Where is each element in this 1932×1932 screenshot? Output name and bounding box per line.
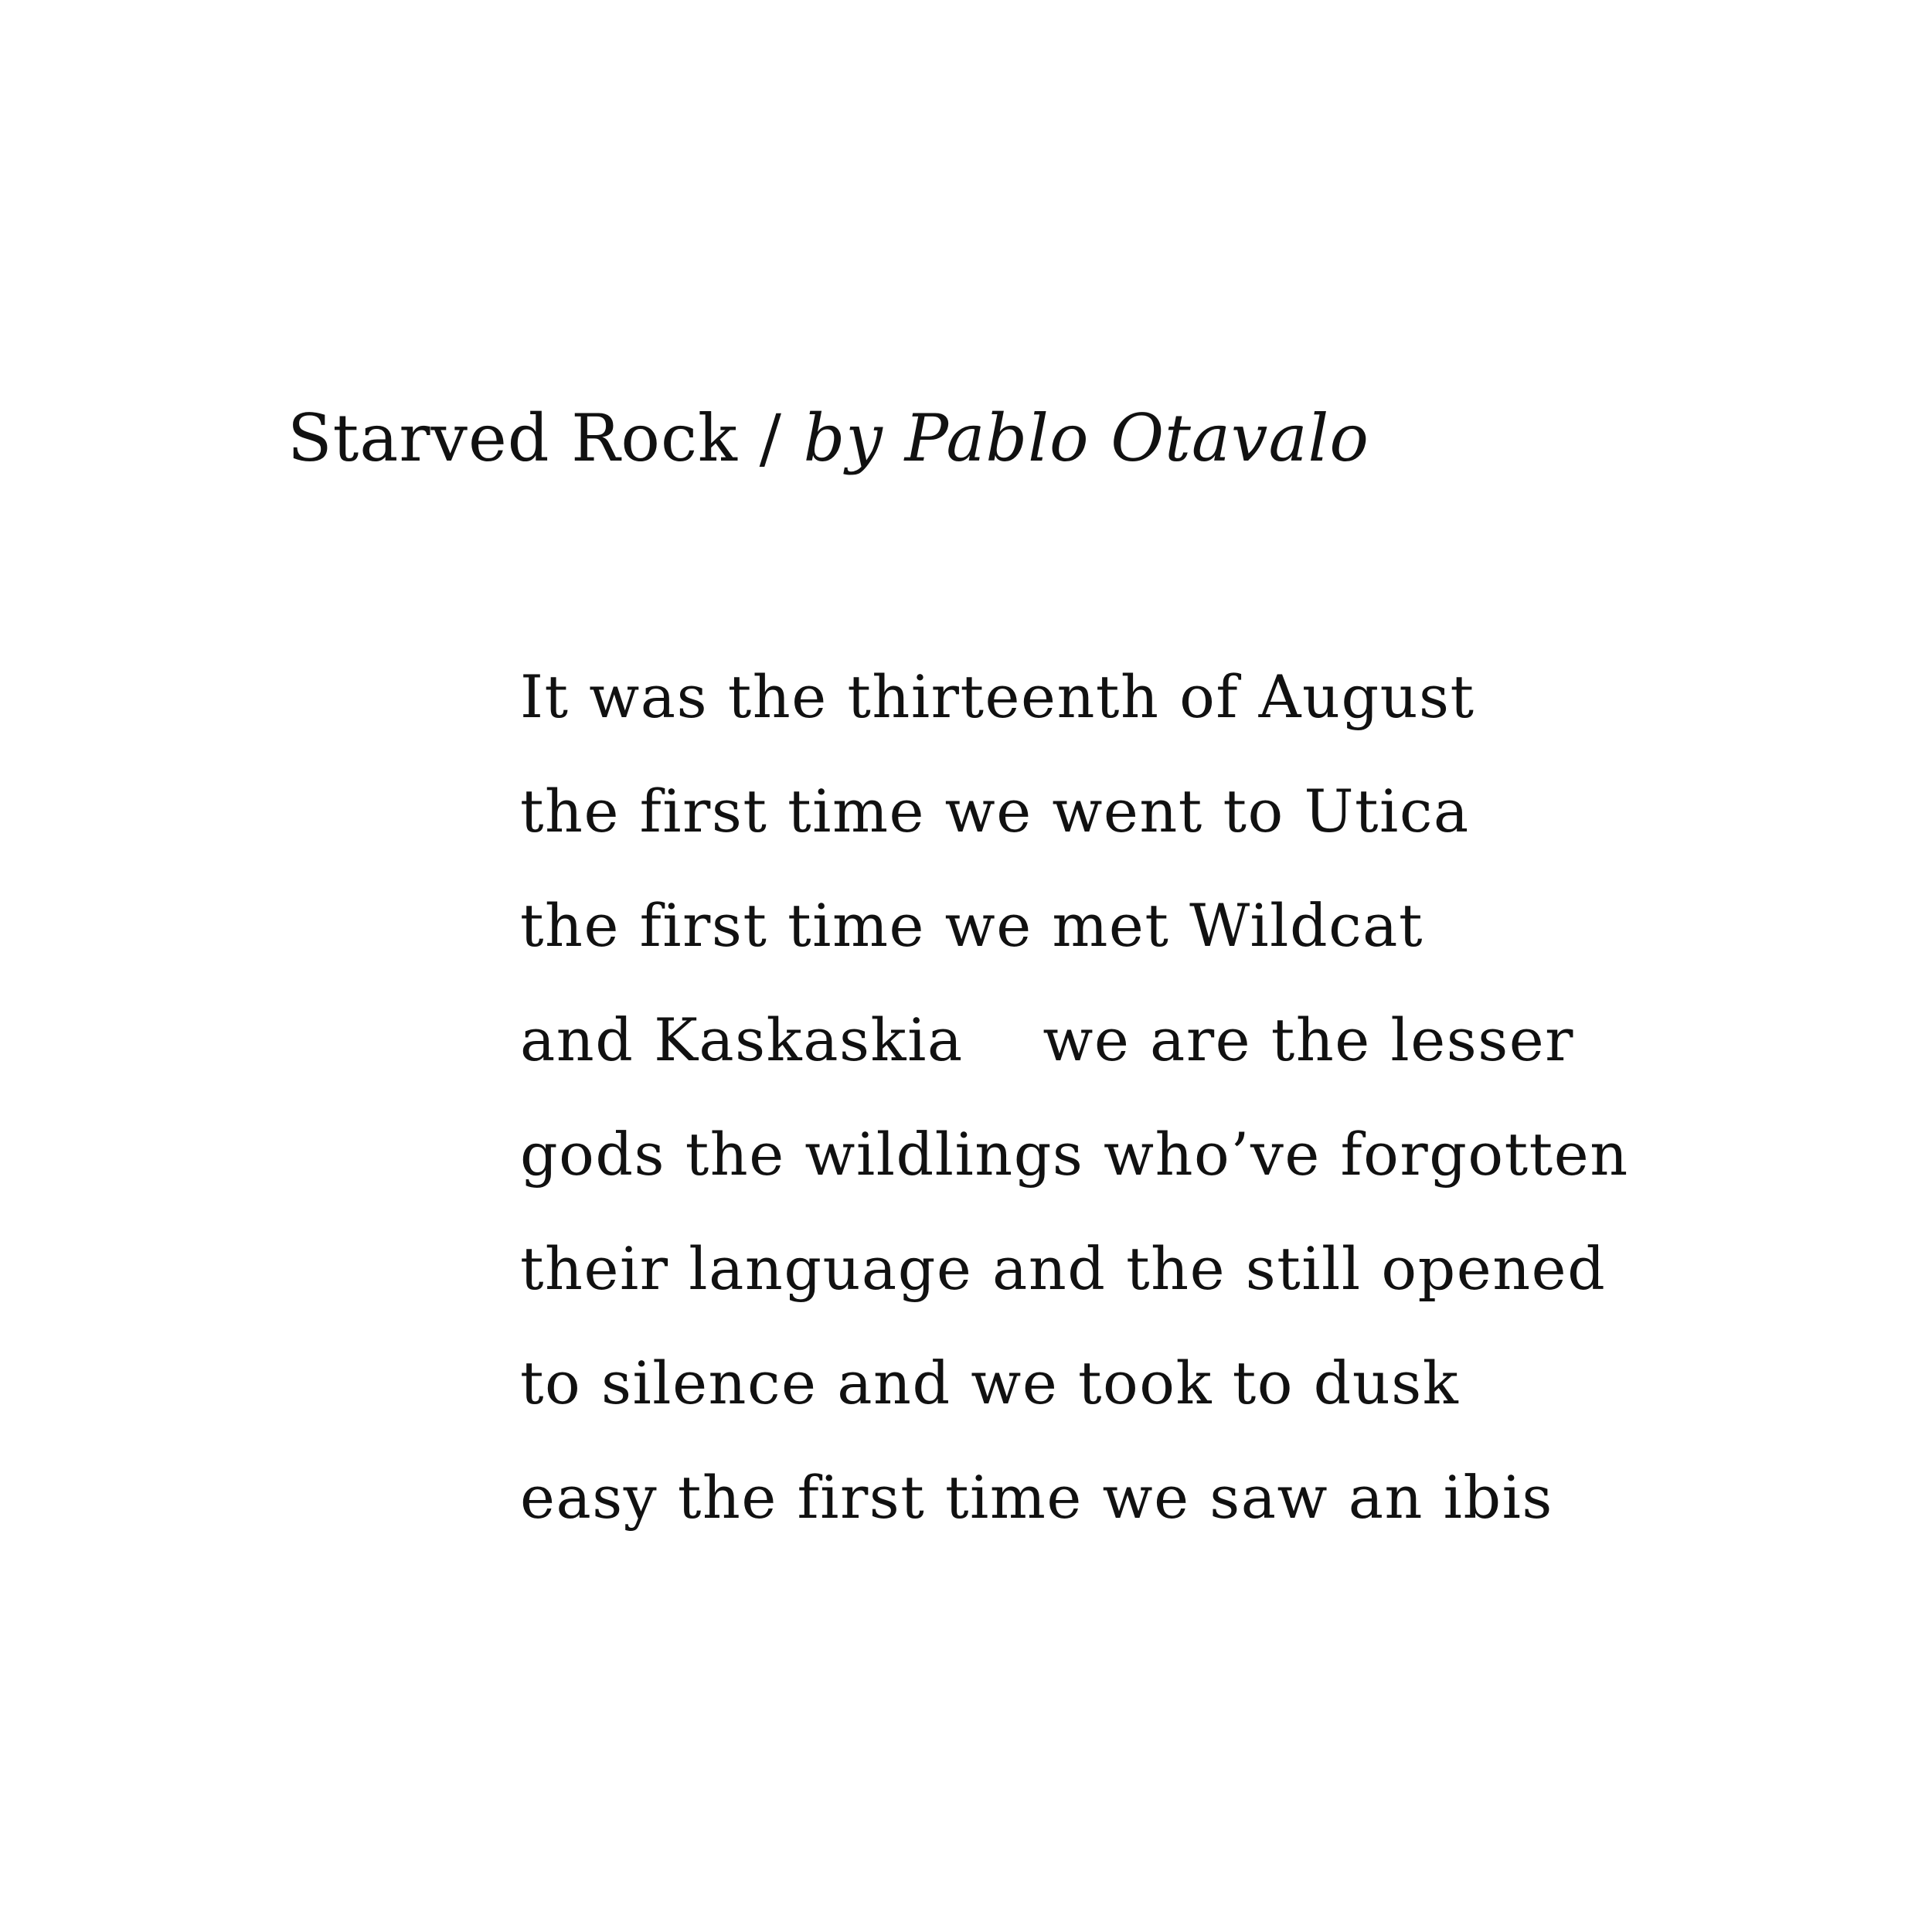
poem-line: the first time we met Wildcat bbox=[520, 891, 1424, 960]
poem-line: easy the first time we saw an ibis bbox=[520, 1463, 1553, 1532]
poem-title bbox=[287, 396, 1369, 481]
title-separator: / bbox=[737, 400, 804, 476]
poem-line: gods the wildlings who’ve forgotten bbox=[520, 1120, 1629, 1189]
poem-body bbox=[520, 640, 1629, 1555]
poem-line: It was the thirteenth of August bbox=[520, 662, 1475, 731]
poem-line: and Kaskaskia we are the lesser bbox=[520, 1005, 1575, 1074]
author-byline: by Pablo Otavalo bbox=[803, 400, 1369, 476]
poem-line: to silence and we took to dusk bbox=[520, 1349, 1460, 1417]
poem-line: their language and the still opened bbox=[520, 1234, 1607, 1303]
title-main: Starved Rock bbox=[287, 400, 738, 476]
poem-line: the first time we went to Utica bbox=[520, 777, 1470, 845]
